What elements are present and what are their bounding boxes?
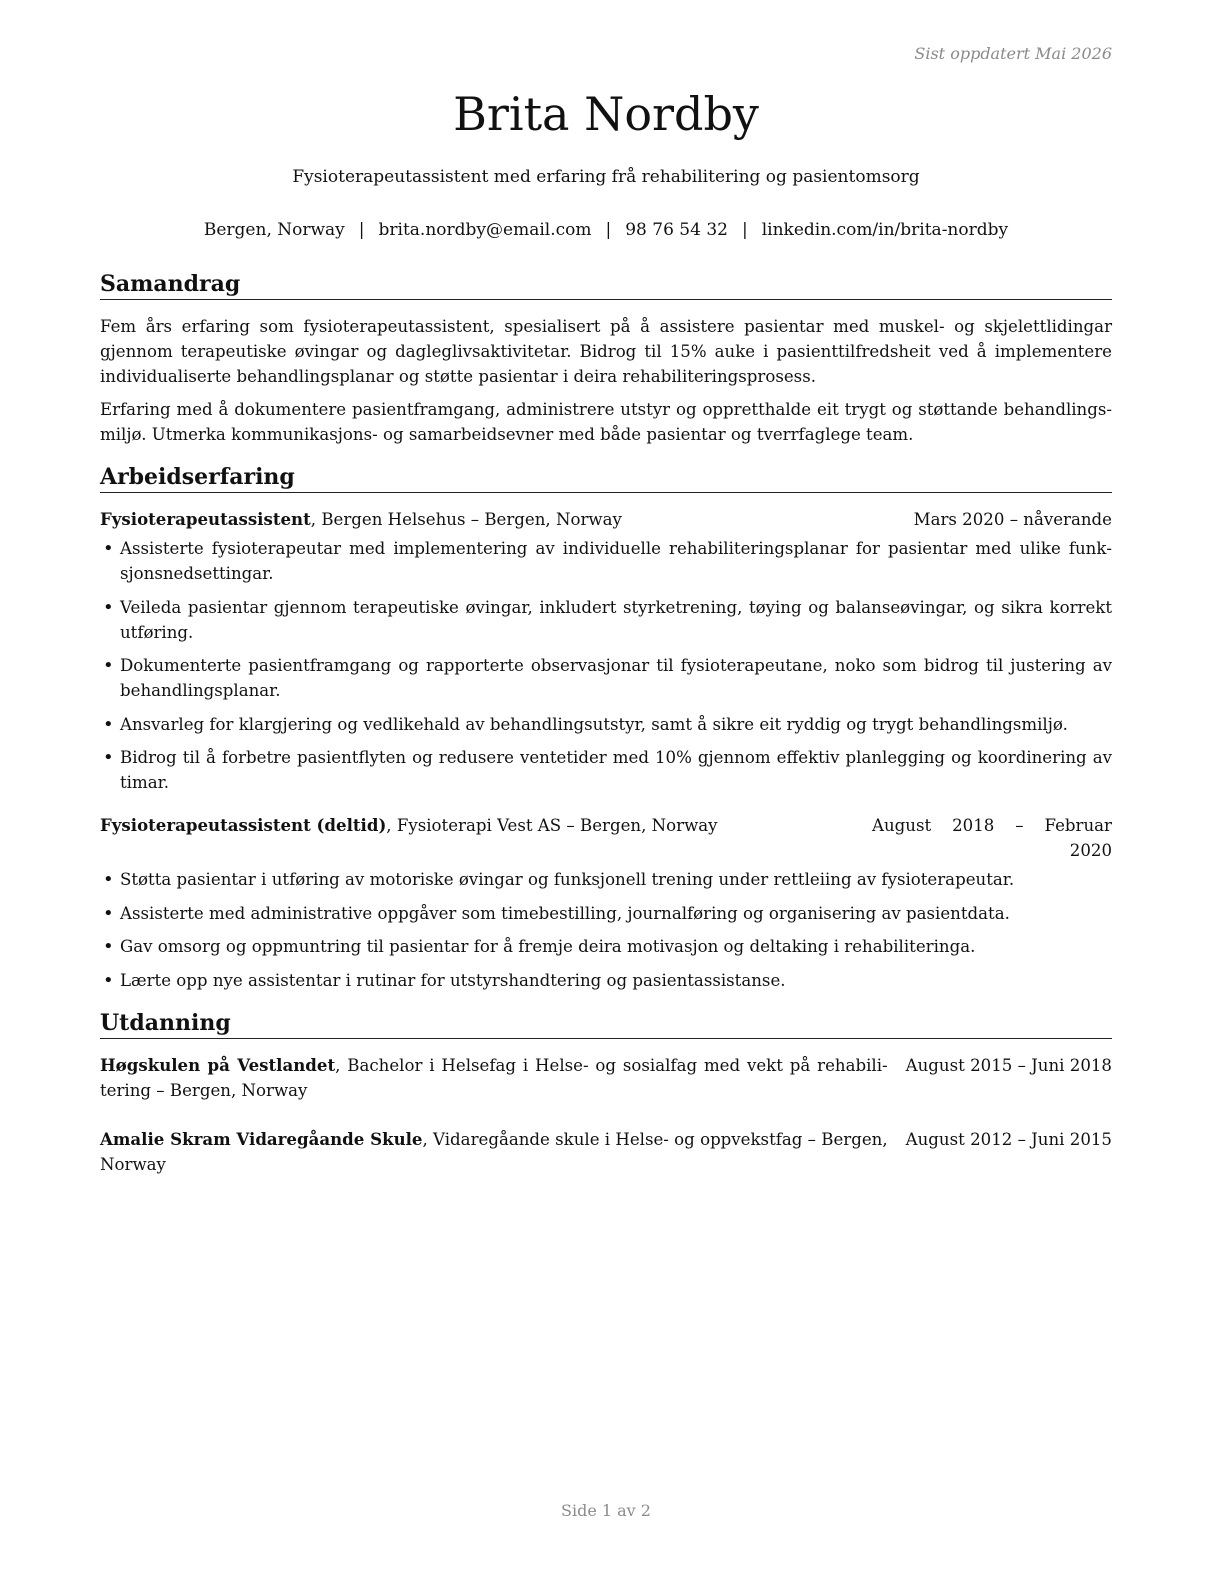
tagline: Fysioterapeutassistent med erfaring frå rehabilitering og pasientomsorg <box>292 167 920 187</box>
job-employer: , Bergen Helsehus – Bergen, Norway <box>310 510 622 529</box>
list-item: • Assisterte fysioterapeutar med implementering av individuelle rehabiliteringsplanar for pasientar med ulike funksjonsnedsettingar. <box>100 536 1112 586</box>
experience-heading: Arbeidserfaring <box>100 464 1112 493</box>
job-title: Fysioterapeutassistent (deltid) <box>100 815 387 835</box>
contact-phone: 98 76 54 32 <box>625 220 728 240</box>
list-item: • Lærte opp nye assistentar i rutinar for utstyrshandtering og pasientassistanse. <box>100 968 1112 993</box>
education-section <box>100 1010 1112 1177</box>
summary-paragraph: Erfaring med å dokumentere pasientframgang, administrere utstyr og oppretthalde eit trygt og støttande behandlingsmiljø. Utmerka kommunikasjons- og samarbeidsevner med både pasientar og tverrfaglege team. <box>100 400 1112 444</box>
person-name: Brita Nordby <box>453 87 759 141</box>
degree-description: , Bachelor i Helsefag i Helse- og sosialfag med vekt på rehabilitering – Bergen, Norway <box>100 1056 888 1100</box>
education-heading: Utdanning <box>100 1010 1112 1039</box>
summary-section <box>100 271 1112 447</box>
contact-separator: | <box>605 220 612 240</box>
list-item: • Veileda pasientar gjennom terapeutiske øvingar, inkludert styrketrening, tøying og balanseøvingar, og sikra korrekt utføring. <box>100 595 1112 645</box>
contact-separator: | <box>358 220 365 240</box>
list-item: • Assisterte med administrative oppgåver som timebestilling, journalføring og organisering av pasientdata. <box>100 901 1112 926</box>
school-name: Høgskulen på Vestlandet <box>100 1055 336 1075</box>
summary-heading: Samandrag <box>100 271 1112 300</box>
job-title: Fysioterapeutassistent <box>100 509 311 529</box>
education-line <box>100 1127 888 1177</box>
degree-description: , Vidaregåande skule i Helse- og oppvekstfag – Bergen, Norway <box>100 1130 888 1174</box>
education-dates: August 2015 – Juni 2018 <box>905 1056 1112 1075</box>
contact-separator: | <box>741 220 748 240</box>
list-item: • Dokumenterte pasientframgang og rapporterte observasjonar til fysioterapeutane, noko som bidrog til justering av behandlingsplanar. <box>100 653 1112 703</box>
resume-page <box>100 0 1112 1584</box>
school-name: Amalie Skram Vidaregåande Skule <box>100 1129 423 1149</box>
job-title-line <box>100 507 896 532</box>
job-bullet-list <box>100 867 1112 993</box>
job-title-line <box>100 813 854 838</box>
experience-section <box>100 464 1112 1001</box>
education-entry <box>100 1127 1112 1177</box>
education-line <box>100 1053 888 1103</box>
job-entry <box>100 813 1112 993</box>
contact-linkedin[interactable]: linkedin.com/in/brita-nordby <box>761 220 1009 240</box>
education-entry <box>100 1053 1112 1103</box>
page-number: Side 1 av 2 <box>561 1501 651 1520</box>
job-dates: Mars 2020 – nåverande <box>913 510 1112 529</box>
list-item: • Bidrog til å forbetre pasientflyten og redusere ventetider med 10% gjennom effektiv planlegging og koordinering av timar. <box>100 745 1112 795</box>
job-dates: August 2018 – Februar 2020 <box>872 816 1112 860</box>
job-employer: , Fysioterapi Vest AS – Bergen, Norway <box>386 816 718 835</box>
list-item: • Støtta pasientar i utføring av motoriske øvingar og funksjonell trening under rettleiing av fysioterapeutar. <box>100 867 1112 892</box>
list-item: • Ansvarleg for klargjering og vedlikehald av behandlingsutstyr, samt å sikre eit ryddig og trygt behandlingsmiljø. <box>100 712 1112 737</box>
job-entry <box>100 507 1112 795</box>
education-dates: August 2012 – Juni 2015 <box>905 1130 1112 1149</box>
contact-line <box>100 220 1112 240</box>
summary-paragraph: Fem års erfaring som fysioterapeutassistent, spesialisert på å assistere pasientar med muskel- og skjelettlidingar gjennom terapeutiske øvingar og dagleglivsaktivitetar. Bidrog til 15% auke i pasienttilfredsheit ved å implementere individualiserte behandlingsplanar og støtte pasientar i deira rehabiliteringsprosess. <box>100 317 1112 386</box>
job-bullet-list <box>100 536 1112 795</box>
contact-email[interactable]: brita.nordby@email.com <box>378 220 592 240</box>
last-updated-note: Sist oppdatert Mai 2026 <box>914 44 1112 63</box>
contact-location: Bergen, Norway <box>203 220 345 240</box>
list-item: • Gav omsorg og oppmuntring til pasientar for å fremje deira motivasjon og deltaking i rehabiliteringa. <box>100 934 1112 959</box>
